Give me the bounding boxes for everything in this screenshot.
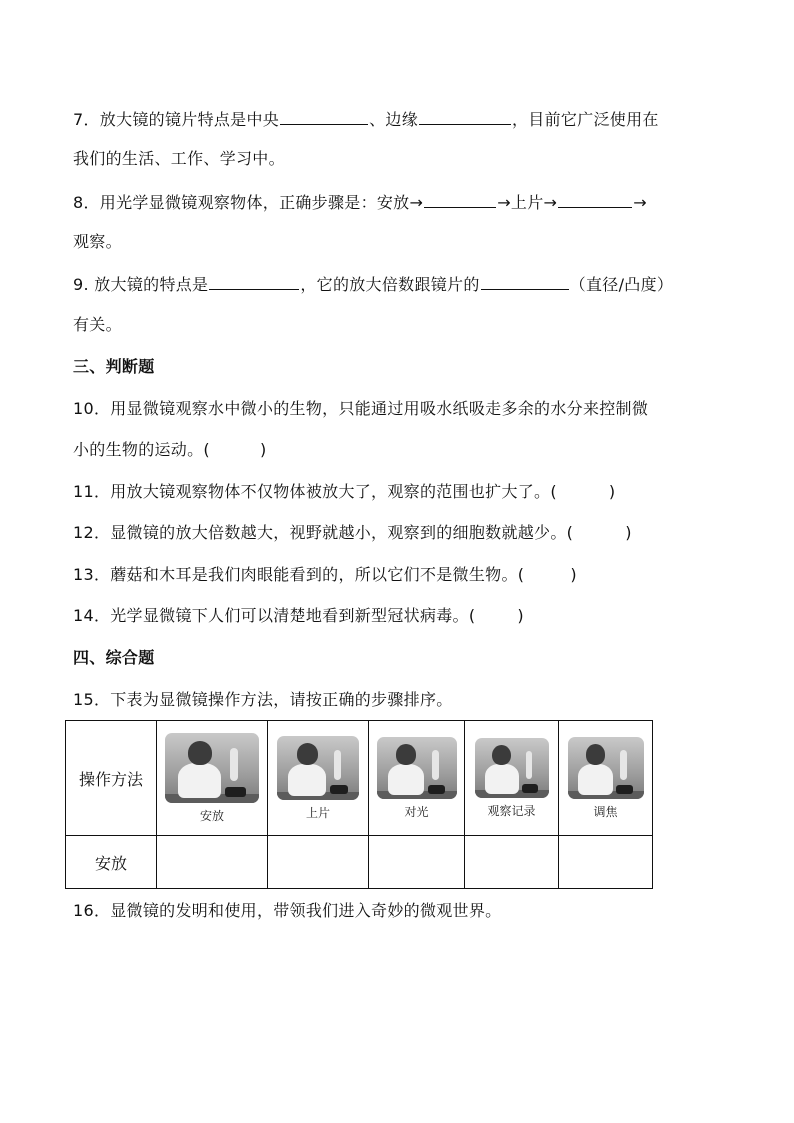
question-8-line-2: 观察。 xyxy=(73,232,122,251)
microscope-photo-5 xyxy=(568,737,644,799)
question-15-line: 15．下表为显微镜操作方法，请按正确的步骤排序。 xyxy=(73,690,453,709)
microscope-photo-4 xyxy=(475,738,549,798)
photo-caption-4: 观察记录 xyxy=(487,803,536,818)
photo-cell-4 xyxy=(465,721,559,836)
question-16-line: 16．显微镜的发明和使用，带领我们进入奇妙的微观世界。 xyxy=(73,901,502,920)
question-10-line-2 xyxy=(73,439,267,461)
question-9-blank-2[interactable] xyxy=(481,273,569,290)
question-12-text-b: ) xyxy=(625,523,632,542)
question-7-blank-2[interactable] xyxy=(419,108,511,125)
question-9-text-c: （直径/凸度） xyxy=(569,275,674,294)
microscope-photo-1 xyxy=(165,733,259,803)
question-8-text-c: → xyxy=(633,193,647,212)
order-cell-5[interactable] xyxy=(559,836,653,889)
question-8-blank-2[interactable] xyxy=(558,191,632,208)
photo-cell-5 xyxy=(559,721,653,836)
question-13-line xyxy=(73,564,577,586)
question-14-line xyxy=(73,605,524,627)
question-14-text-b: ) xyxy=(517,606,524,625)
photo-cell-1 xyxy=(157,721,268,836)
question-7-text-c: ，目前它广泛使用在 xyxy=(512,110,659,129)
question-11-text-a: 11．用放大镜观察物体不仅物体被放大了，观察的范围也扩大了。( xyxy=(73,482,557,501)
question-11-text-b: ) xyxy=(608,482,616,501)
photo-caption-1: 安放 xyxy=(199,808,224,823)
table-row-order xyxy=(66,836,653,889)
table-row-photos xyxy=(66,721,653,836)
operations-table xyxy=(65,720,653,889)
question-7-text-b: 、边缘 xyxy=(369,110,418,129)
question-7-text-a: 7．放大镜的镜片特点是中央 xyxy=(73,110,280,129)
order-cell-2[interactable] xyxy=(268,836,369,889)
order-cell-3[interactable] xyxy=(369,836,465,889)
row-header-first-step: 安放 xyxy=(66,836,157,889)
question-10-text-b: ) xyxy=(259,440,267,459)
section-3-title: 三、判断题 xyxy=(73,357,155,376)
question-8-text-b: →上片→ xyxy=(497,193,558,212)
question-9-text-b: ，它的放大倍数跟镜片的 xyxy=(300,275,480,294)
photo-cell-3 xyxy=(369,721,465,836)
question-11-line xyxy=(73,481,615,503)
photo-caption-5: 调焦 xyxy=(593,804,618,819)
photo-caption-3: 对光 xyxy=(404,804,429,819)
order-cell-1[interactable] xyxy=(157,836,268,889)
question-7-line-2: 我们的生活、工作、学习中。 xyxy=(73,149,285,168)
microscope-photo-2 xyxy=(277,736,359,800)
microscope-photo-3 xyxy=(377,737,457,799)
question-9-text-a: 9. 放大镜的特点是 xyxy=(73,275,209,294)
question-13-text-a: 13．蘑菇和木耳是我们肉眼能看到的，所以它们不是微生物。( xyxy=(73,565,525,584)
section-4-title: 四、综合题 xyxy=(73,648,155,667)
question-12-text-a: 12．显微镜的放大倍数越大，视野就越小，观察到的细胞数就越少。( xyxy=(73,523,574,542)
question-7-line-1 xyxy=(73,108,659,131)
order-cell-4[interactable] xyxy=(465,836,559,889)
question-8-blank-1[interactable] xyxy=(424,191,496,208)
photo-caption-2: 上片 xyxy=(305,805,330,820)
question-9-line-2: 有关。 xyxy=(73,315,122,334)
row-header-method: 操作方法 xyxy=(66,721,157,836)
question-14-text-a: 14．光学显微镜下人们可以清楚地看到新型冠状病毒。( xyxy=(73,606,476,625)
question-9-blank-1[interactable] xyxy=(209,273,299,290)
question-10-text-a: 小的生物的运动。( xyxy=(73,440,210,459)
question-9-line-1 xyxy=(73,273,673,296)
question-10-line-1: 10．用显微镜观察水中微小的生物，只能通过用吸水纸吸走多余的水分来控制微 xyxy=(73,399,649,418)
question-8-line-1 xyxy=(73,191,647,214)
question-13-text-b: ) xyxy=(570,565,577,584)
question-7-blank-1[interactable] xyxy=(280,108,368,125)
question-12-line xyxy=(73,522,632,544)
question-8-text-a: 8．用光学显微镜观察物体，正确步骤是：安放→ xyxy=(73,193,424,212)
photo-cell-2 xyxy=(268,721,369,836)
